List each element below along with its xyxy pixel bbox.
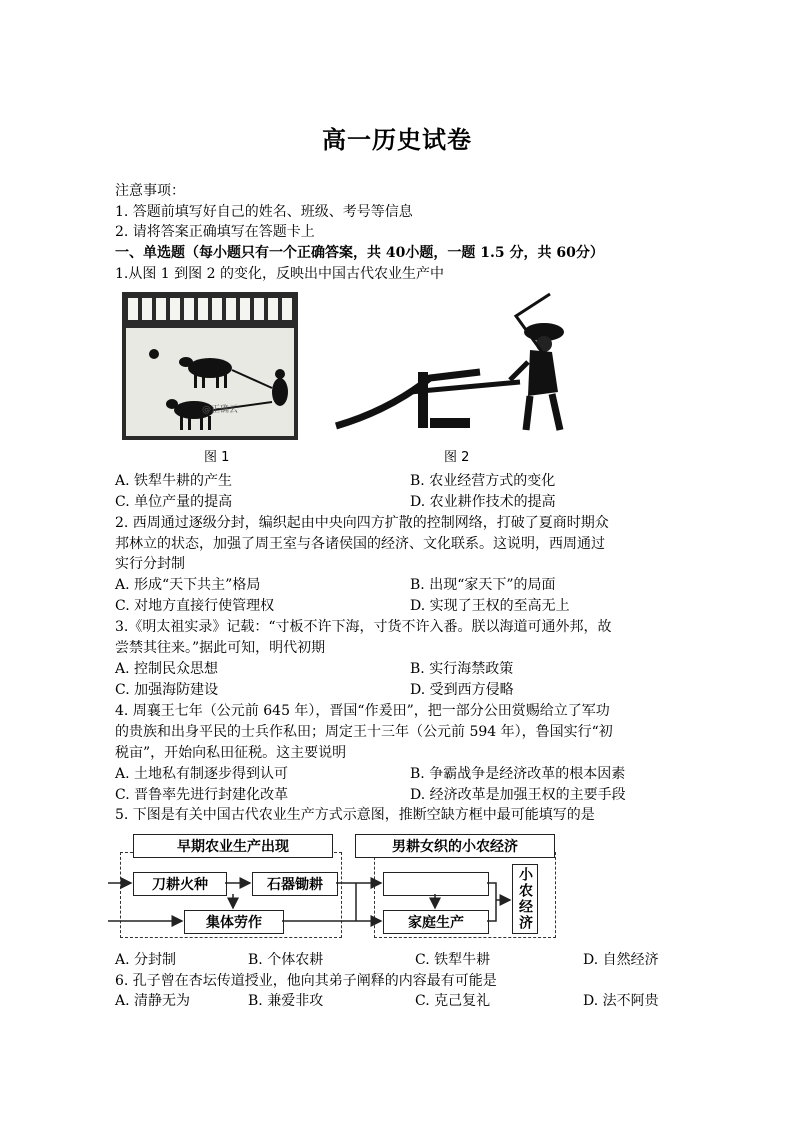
q1-option-d[interactable]: D. 农业耕作技术的提高 [410,494,556,510]
section-heading: 一、单选题（每小题只有一个正确答案，共 40小题，一题 1.5 分，共 60分） [115,245,604,261]
q3-option-b[interactable]: B. 实行海禁政策 [410,661,514,677]
q3-option-c[interactable]: C. 加强海防建设 [115,682,219,698]
q4-option-b[interactable]: B. 争霸战争是经济改革的根本因素 [410,766,626,782]
q5-option-c[interactable]: C. 铁犁牛耕 [415,952,491,968]
box-small-peasant-vertical: 小农经济 [512,864,538,934]
q3-line-2: 尝禁其往来。”据此可知，明代初期 [115,640,326,656]
q5-option-a[interactable]: A. 分封制 [115,952,177,968]
q5-option-d[interactable]: D. 自然经济 [583,952,659,968]
q6-stem: 6. 孔子曾在杏坛传道授业，他向其弟子阐释的内容最有可能是 [115,973,497,989]
notice-item-1: 1. 答题前填写好自己的姓名、班级、考号等信息 [115,204,413,220]
q2-option-a[interactable]: A. 形成“天下共主”格局 [115,577,261,593]
q3-line-1: 3.《明太祖实录》记载：“寸板不许下海，寸货不许入番。朕以海道可通外邦，故 [115,619,612,635]
notice-item-2: 2. 请将答案正确填写在答题卡上 [115,224,315,240]
q4-option-a[interactable]: A. 土地私有制逐步得到认可 [115,766,289,782]
figure-1-caption: 图 1 [204,450,230,465]
q6-option-b[interactable]: B. 兼爱非攻 [248,993,324,1009]
q4-line-2: 的贵族和出身平民的士兵作私田；周定王十三年（公元前 594 年），鲁国实行“初 [115,724,613,740]
q2-line-1: 2. 西周通过逐级分封，编织起由中央向四方扩散的控制网络，打破了夏商时期众 [115,515,609,531]
q1-option-b[interactable]: B. 农业经营方式的变化 [410,473,556,489]
q4-option-c[interactable]: C. 晋鲁率先进行封建化改革 [115,787,289,803]
page-title: 高一历史试卷 [322,126,472,154]
q5-option-b[interactable]: B. 个体农耕 [248,952,324,968]
q2-option-b[interactable]: B. 出现“家天下”的局面 [410,577,556,593]
q2-option-d[interactable]: D. 实现了王权的至高无上 [410,598,570,614]
box-collective-labor: 集体劳作 [184,910,284,934]
q1-stem: 1.从图 1 到图 2 的变化，反映出中国古代农业生产中 [115,266,444,282]
box-stone-hoe: 石器锄耕 [252,872,338,896]
q2-line-2: 邦林立的状态，加强了周王室与各诸侯国的经济、文化联系。这说明，西周通过 [115,536,605,552]
watermark-text: @正确云 [202,405,239,415]
q3-option-d[interactable]: D. 受到西方侵略 [410,682,514,698]
box-early-agriculture: 早期农业生产出现 [133,834,333,858]
q3-option-a[interactable]: A. 控制民众思想 [115,661,219,677]
box-small-peasant-economy: 男耕女织的小农经济 [355,834,555,858]
q4-option-d[interactable]: D. 经济改革是加强王权的主要手段 [410,787,626,803]
q6-option-c[interactable]: C. 克己复礼 [415,993,491,1009]
box-family-production: 家庭生产 [383,910,489,934]
figure-2-caption: 图 2 [444,450,470,465]
q5-stem: 5. 下图是有关中国古代农业生产方式示意图，推断空缺方框中最可能填写的是 [115,807,595,823]
q4-line-3: 税亩”，开始向私田征税。这主要说明 [115,745,347,761]
q6-option-d[interactable]: D. 法不阿贵 [583,993,659,1009]
q1-option-c[interactable]: C. 单位产量的提高 [115,494,233,510]
q6-option-a[interactable]: A. 清静无为 [115,993,191,1009]
q2-option-c[interactable]: C. 对地方直接行使管理权 [115,598,275,614]
box-slash-burn: 刀耕火种 [133,872,227,896]
q2-line-3: 实行分封制 [115,556,185,572]
q1-option-a[interactable]: A. 铁犁牛耕的产生 [115,473,233,489]
q4-line-1: 4. 周襄王七年（公元前 645 年），晋国“作爰田”，把一部分公田赏赐给立了军功 [115,703,610,719]
notice-heading: 注意事项： [115,183,185,199]
